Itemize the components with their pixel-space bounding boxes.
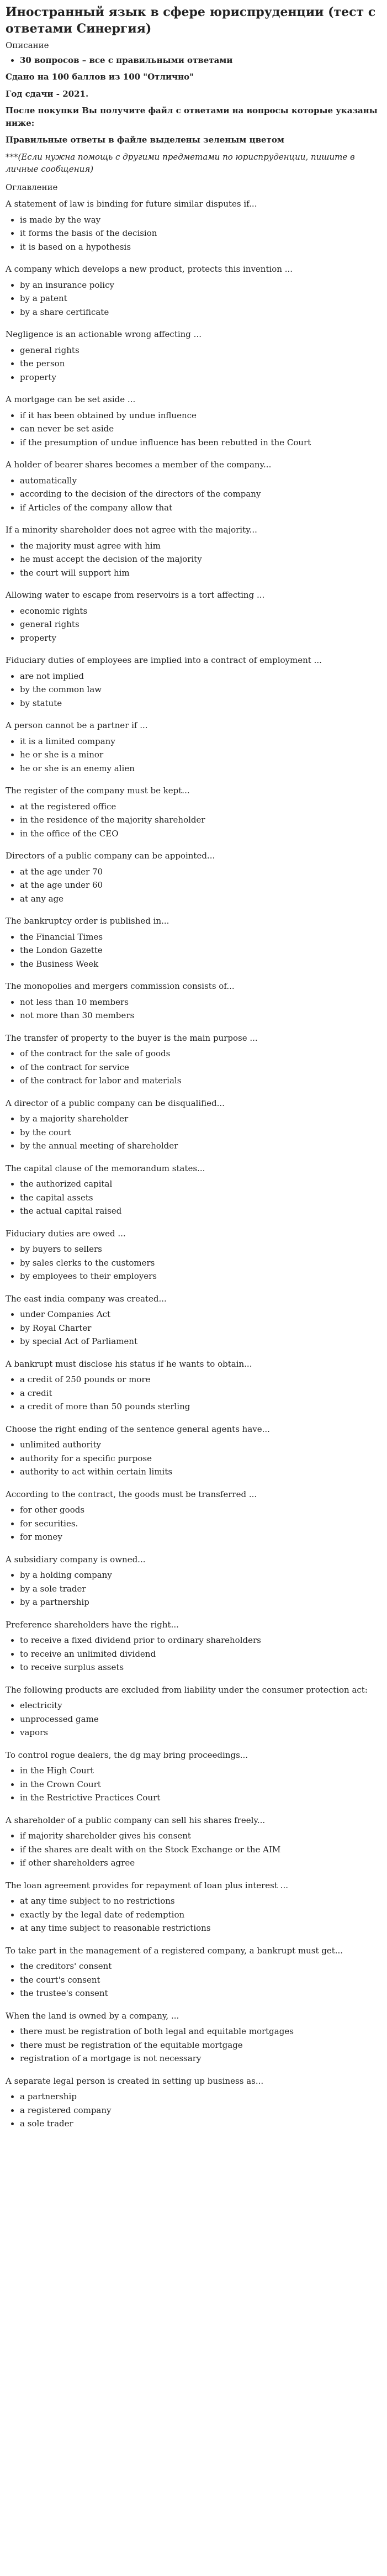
question-text: A holder of bearer shares becomes a member of the company... [6, 460, 272, 470]
answer-option: • there must be registration of both legal and equitable mortgages [20, 2025, 381, 2038]
answer-option: • unlimited authority [20, 1439, 381, 1451]
answer-option: • general rights [20, 344, 381, 357]
answer-option: • at the registered office [20, 800, 381, 813]
answer-option: • vapors [20, 1726, 381, 1739]
question-block [6, 1814, 381, 1869]
answer-option: • in the Restrictive Practices Court [20, 1792, 381, 1804]
answer-option: • property [20, 371, 381, 384]
answer-option: • it is based on a hypothesis [20, 241, 381, 254]
answer-option: • in the Crown Court [20, 1778, 381, 1791]
question-text: The following products are excluded from liability under the consumer protection act: [6, 1684, 368, 1695]
answer-option: • by a share certificate [20, 306, 381, 319]
question-text: Negligence is an actionable wrong affecting ... [6, 329, 202, 340]
answer-option: • if other shareholders agree [20, 1857, 381, 1869]
answer-option: • if majority shareholder gives his consent [20, 1830, 381, 1842]
question-text: A statement of law is binding for future similar disputes if... [6, 199, 257, 209]
answer-options [6, 1439, 381, 1478]
question-text: The east india company was created... [6, 1293, 167, 1304]
answer-options [6, 1634, 381, 1674]
answer-options [6, 605, 381, 645]
answer-options [6, 1308, 381, 1348]
answer-option: • are not implied [20, 670, 381, 683]
answer-option: • authority for a specific purpose [20, 1452, 381, 1465]
answer-option: • if the presumption of undue influence has been rebutted in the Court [20, 436, 381, 449]
correct-answers-note: Правильные ответы в файле выделены зеленым цветом [6, 135, 284, 145]
answer-option: • there must be registration of the equitable mortgage [20, 2039, 381, 2052]
answer-option: • at the age under 60 [20, 879, 381, 892]
answer-option: • the capital assets [20, 1192, 381, 1204]
answer-option: • by sales clerks to the customers [20, 1257, 381, 1269]
question-block [6, 1162, 381, 1218]
answer-option: • a credit of 250 pounds or more [20, 1373, 381, 1386]
answer-option: • of the contract for service [20, 1061, 381, 1074]
answer-option: • it is a limited company [20, 735, 381, 748]
answer-option: • by special Act of Parliament [20, 1335, 381, 1348]
answer-option: • the authorized capital [20, 1178, 381, 1190]
answer-options [6, 1569, 381, 1609]
answer-option: • by buyers to sellers [20, 1243, 381, 1256]
question-text: When the land is owned by a company, ... [6, 2010, 179, 2021]
answer-option: • electricity [20, 1699, 381, 1712]
answer-option: • in the High Court [20, 1764, 381, 1777]
question-block [6, 1553, 381, 1609]
answer-option: • at any age [20, 893, 381, 905]
question-text: The capital clause of the memorandum states... [6, 1163, 205, 1173]
question-block [6, 2075, 381, 2130]
score-line: Сдано на 100 баллов из 100 "Отлично" [6, 72, 194, 82]
answer-option: • at any time subject to no restrictions [20, 1895, 381, 1908]
answer-option: • authority to act within certain limits [20, 1466, 381, 1478]
answer-option: • according to the decision of the directors of the company [20, 488, 381, 501]
answer-options [6, 1895, 381, 1935]
question-text: Allowing water to escape from reservoirs is a tort affecting ... [6, 590, 265, 600]
answer-option: • at any time subject to reasonable restrictions [20, 1922, 381, 1935]
answer-options [6, 1960, 381, 2000]
answer-options [6, 475, 381, 514]
question-block [6, 459, 381, 514]
answer-option: • by a patent [20, 292, 381, 305]
answer-option: • by the court [20, 1126, 381, 1139]
answer-option: • by Royal Charter [20, 1322, 381, 1335]
question-text: To take part in the management of a registered company, a bankrupt must get... [6, 1945, 343, 1956]
answer-options [6, 1178, 381, 1218]
answer-options [6, 1243, 381, 1283]
answer-options [6, 540, 381, 580]
answer-option: • automatically [20, 475, 381, 487]
answer-option: • in the residence of the majority shareholder [20, 814, 381, 826]
question-block [6, 1879, 381, 1935]
answer-option: • by statute [20, 697, 381, 710]
answer-options [6, 344, 381, 384]
answer-options [6, 2025, 381, 2065]
question-text: A company which develops a new product, protects this invention ... [6, 264, 293, 275]
question-block [6, 1228, 381, 1283]
answer-option: • the court will support him [20, 567, 381, 580]
answer-option: • general rights [20, 618, 381, 631]
answer-option: • the London Gazette [20, 944, 381, 957]
question-text: A shareholder of a public company can sell his shares freely... [6, 1815, 266, 1825]
answer-options [6, 1764, 381, 1804]
question-text: Fiduciary duties of employees are implied into a contract of employment ... [6, 655, 322, 666]
answer-option: • for other goods [20, 1504, 381, 1516]
question-text: The loan agreement provides for repayment of loan plus interest ... [6, 1880, 288, 1890]
answer-option: • it forms the basis of the decision [20, 227, 381, 240]
question-text: A person cannot be a partner if ... [6, 720, 148, 731]
question-text: The bankruptcy order is published in... [6, 916, 169, 926]
answer-option: • by employees to their employers [20, 1270, 381, 1283]
answer-options [6, 670, 381, 710]
answer-option: • not more than 30 members [20, 1009, 381, 1022]
question-block [6, 589, 381, 644]
answer-options [6, 214, 381, 254]
question-block [6, 328, 381, 383]
help-note: ***(Если нужна помощь с другими предметами по юриспруденции, пишите в личные сообщения) [6, 151, 355, 175]
answer-options [6, 1047, 381, 1087]
question-block [6, 1358, 381, 1413]
question-block [6, 1684, 381, 1739]
page-title: Иностранный язык в сфере юриспруденции (тест с ответами Синергия) [6, 5, 376, 36]
question-block [6, 1488, 381, 1544]
answer-option: • of the contract for the sale of goods [20, 1047, 381, 1060]
answer-option: • unprocessed game [20, 1713, 381, 1726]
question-text: A mortgage can be set aside ... [6, 394, 136, 405]
question-block [6, 1619, 381, 1674]
answer-option: • by a partnership [20, 1596, 381, 1609]
answer-options [6, 2090, 381, 2130]
answer-options [6, 409, 381, 449]
question-text: The register of the company must be kept... [6, 786, 190, 796]
answer-option: • a sole trader [20, 2117, 381, 2130]
question-block [6, 850, 381, 905]
answer-option: • at the age under 70 [20, 866, 381, 878]
answer-option: • exactly by the legal date of redemption [20, 1909, 381, 1921]
question-text: Preference shareholders have the right... [6, 1619, 179, 1630]
answer-option: • under Companies Act [20, 1308, 381, 1321]
after-purchase-text: После покупки Вы получите файл с ответами на вопросы которые указаны ниже: [6, 106, 378, 128]
summary-list [6, 54, 381, 67]
question-block [6, 719, 381, 775]
question-text: If a minority shareholder does not agree with the majority... [6, 525, 257, 535]
question-text: A subsidiary company is owned... [6, 1554, 146, 1564]
answer-options [6, 800, 381, 840]
question-block [6, 1293, 381, 1348]
answer-option: • is made by the way [20, 214, 381, 226]
description-label: Описание [6, 40, 49, 51]
answer-option: • by a majority shareholder [20, 1113, 381, 1125]
answer-option: • the actual capital raised [20, 1205, 381, 1218]
answer-option: • the trustee's consent [20, 1987, 381, 2000]
answer-option: • a partnership [20, 2090, 381, 2103]
answer-option: • the majority must agree with him [20, 540, 381, 552]
answer-option: • by a holding company [20, 1569, 381, 1582]
answer-option: • the creditors' consent [20, 1960, 381, 1973]
answer-options [6, 735, 381, 775]
answer-option: • for money [20, 1531, 381, 1544]
answer-options [6, 1113, 381, 1152]
answer-option: • of the contract for labor and materials [20, 1074, 381, 1087]
answer-options [6, 1830, 381, 1869]
answer-option: • registration of a mortgage is not necessary [20, 2052, 381, 2065]
question-block [6, 980, 381, 1022]
answer-option: • by the common law [20, 683, 381, 696]
question-block [6, 2010, 381, 2065]
answer-option: • for securities. [20, 1518, 381, 1530]
answer-option: • by a sole trader [20, 1583, 381, 1595]
answer-option: • he or she is an enemy alien [20, 762, 381, 775]
answer-option: • the court's consent [20, 1974, 381, 1987]
answer-option: • a credit [20, 1387, 381, 1400]
question-text: To control rogue dealers, the dg may bring proceedings... [6, 1750, 248, 1760]
question-text: The transfer of property to the buyer is the main purpose ... [6, 1032, 258, 1043]
answer-options [6, 1699, 381, 1739]
question-block [6, 393, 381, 449]
answer-option: • in the office of the CEO [20, 828, 381, 840]
question-block [6, 1097, 381, 1152]
question-block [6, 263, 381, 318]
answer-option: • to receive a fixed dividend prior to ordinary shareholders [20, 1634, 381, 1647]
answer-option: • if it has been obtained by undue influence [20, 409, 381, 422]
question-block [6, 915, 381, 970]
answer-options [6, 931, 381, 971]
question-text: A separate legal person is created in setting up business as... [6, 2075, 264, 2086]
questions-list [6, 198, 381, 2130]
question-text: The monopolies and mergers commission consists of... [6, 981, 235, 992]
question-block [6, 1423, 381, 1478]
answer-option: • the person [20, 357, 381, 370]
question-text: Fiduciary duties are owed ... [6, 1228, 126, 1239]
answer-option: • to receive surplus assets [20, 1661, 381, 1674]
question-text: Choose the right ending of the sentence general agents have... [6, 1424, 270, 1434]
answer-options [6, 279, 381, 319]
answer-option: • a credit of more than 50 pounds sterling [20, 1400, 381, 1413]
question-block [6, 524, 381, 579]
answer-option: • a registered company [20, 2104, 381, 2117]
answer-options [6, 1373, 381, 1413]
answer-option: • the Business Week [20, 958, 381, 971]
toc-label: Оглавление [6, 182, 58, 192]
question-block [6, 1945, 381, 2000]
answer-options [6, 996, 381, 1022]
question-block [6, 1749, 381, 1804]
answer-option: • the Financial Times [20, 931, 381, 944]
answer-option: • to receive an unlimited dividend [20, 1648, 381, 1661]
answer-option: • economic rights [20, 605, 381, 618]
answer-option: • if the shares are dealt with on the Stock Exchange or the AIM [20, 1843, 381, 1856]
question-block [6, 654, 381, 709]
question-block [6, 198, 381, 253]
answer-option: • not less than 10 members [20, 996, 381, 1009]
answer-option: • he must accept the decision of the majority [20, 553, 381, 566]
summary-item: • 30 вопросов – все с правильными ответами [20, 54, 381, 67]
answer-options [6, 1504, 381, 1544]
question-block [6, 784, 381, 840]
question-text: A director of a public company can be disqualified... [6, 1098, 225, 1108]
answer-option: • he or she is a minor [20, 749, 381, 761]
answer-option: • by the annual meeting of shareholder [20, 1140, 381, 1152]
year-line: Год сдачи - 2021. [6, 88, 89, 99]
answer-option: • if Articles of the company allow that [20, 502, 381, 514]
answer-option: • can never be set aside [20, 423, 381, 435]
question-text: According to the contract, the goods must be transferred ... [6, 1489, 257, 1499]
question-text: Directors of a public company can be appointed... [6, 851, 215, 861]
answer-options [6, 866, 381, 905]
question-block [6, 1032, 381, 1087]
question-text: A bankrupt must disclose his status if he wants to obtain... [6, 1358, 252, 1369]
answer-option: • property [20, 632, 381, 645]
answer-option: • by an insurance policy [20, 279, 381, 292]
